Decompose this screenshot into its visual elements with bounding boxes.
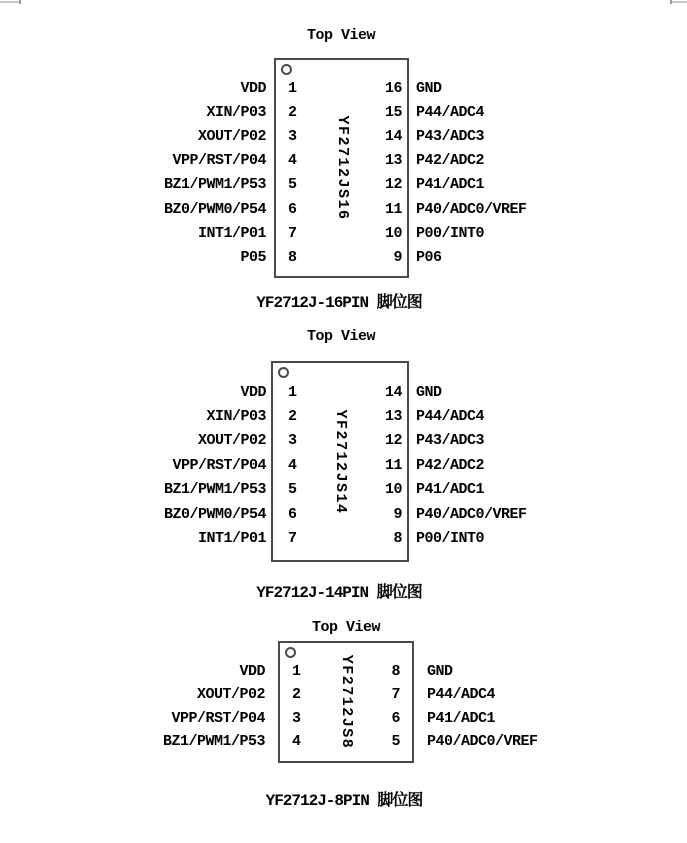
pin-label-left: XIN/P03: [206, 407, 266, 425]
pin-number-right: 11: [384, 456, 402, 474]
pin-number-right: 16: [384, 80, 402, 97]
pin-label-left: VDD: [240, 80, 266, 97]
pin-label-left: XOUT/P02: [197, 128, 266, 146]
pin-label-left: BZ1/PWM1/P53: [162, 733, 265, 750]
pin-number-left: 6: [288, 200, 297, 218]
pin-label-right: P44/ADC4: [427, 686, 496, 703]
pin-number-right: 11: [384, 200, 402, 218]
pin-number-left: 7: [288, 224, 297, 242]
pin-label-right: P00/INT0: [416, 224, 485, 242]
pin-label-left: VDD: [240, 383, 266, 401]
pin-label-right: P44/ADC4: [416, 104, 485, 122]
top-view-label: Top View: [306, 328, 376, 345]
pin-number-left: 3: [288, 128, 297, 146]
pin-number-left: 2: [288, 407, 297, 425]
pin-label-right: P40/ADC0/VREF: [416, 505, 527, 523]
pin-number-left: 2: [288, 104, 297, 122]
pin-number-right: 8: [393, 529, 402, 547]
pin-number-left: 2: [292, 686, 301, 703]
pin-label-right: P43/ADC3: [416, 128, 485, 146]
pin-number-left: 1: [292, 662, 301, 680]
pin-number-right: 14: [384, 383, 402, 401]
pin-number-left: 7: [288, 529, 297, 547]
pin-label-left: BZ1/PWM1/P53: [163, 176, 266, 194]
pin-label-right: P41/ADC1: [416, 176, 485, 194]
pin-number-left: 5: [288, 481, 297, 499]
pin-number-right: 15: [384, 104, 402, 122]
chip-name-vertical: YF2712JS8: [338, 654, 355, 750]
pin-number-left: 5: [288, 176, 297, 194]
pin1-indicator-circle: [285, 647, 296, 658]
chip-name-vertical: YF2712JS14: [332, 408, 349, 515]
pin-number-right: 6: [391, 709, 400, 727]
pin-number-right: 10: [384, 481, 402, 499]
pin-label-left: VPP/RST/P04: [172, 152, 266, 170]
pin-label-left: INT1/P01: [197, 529, 266, 547]
pin-label-right: P06: [416, 248, 442, 266]
top-view-label: Top View: [306, 27, 376, 44]
pin-number-right: 12: [384, 176, 402, 194]
pin-label-left: XOUT/P02: [196, 686, 265, 703]
pin-number-left: 3: [292, 709, 301, 727]
pin-number-left: 1: [288, 383, 297, 401]
pin-label-right: P40/ADC0/VREF: [416, 200, 527, 218]
pin-label-right: P41/ADC1: [427, 709, 496, 727]
pin-number-left: 8: [288, 248, 297, 266]
pin-number-right: 13: [384, 152, 402, 170]
pin-number-right: 5: [391, 733, 400, 750]
pin-label-right: GND: [427, 662, 453, 680]
pin-label-left: XIN/P03: [206, 104, 266, 122]
chip-name-vertical: YF2712JS16: [333, 115, 351, 221]
pin-number-left: 1: [288, 80, 297, 97]
pin-label-right: P00/INT0: [416, 529, 485, 547]
pin-number-left: 3: [288, 432, 297, 450]
pin-label-left: INT1/P01: [197, 224, 266, 242]
pin-label-left: P05: [240, 248, 266, 266]
pin-number-left: 4: [288, 456, 297, 474]
pin-label-left: BZ0/PWM0/P54: [163, 200, 266, 218]
pin-label-right: P44/ADC4: [416, 407, 485, 425]
pin-label-right: P43/ADC3: [416, 432, 485, 450]
top-view-label: Top View: [311, 619, 381, 636]
pin-number-right: 8: [391, 662, 400, 680]
pin-number-left: 4: [292, 733, 301, 750]
diagram-caption: YF2712J-8PIN 脚位图: [265, 792, 423, 810]
pin-number-right: 12: [384, 432, 402, 450]
diagram-caption: YF2712J-14PIN 脚位图: [256, 584, 422, 602]
pin-label-left: BZ1/PWM1/P53: [163, 481, 266, 499]
pin-label-right: P40/ADC0/VREF: [427, 733, 538, 750]
pin-number-right: 10: [384, 224, 402, 242]
pin-label-left: BZ0/PWM0/P54: [163, 505, 266, 523]
pin-label-right: P41/ADC1: [416, 481, 485, 499]
pin-number-right: 9: [393, 248, 402, 266]
pin-number-left: 4: [288, 152, 297, 170]
pin-label-right: GND: [416, 80, 442, 97]
pin-number-right: 9: [393, 505, 402, 523]
pin-number-left: 6: [288, 505, 297, 523]
pin-number-right: 14: [384, 128, 402, 146]
pin-label-right: P42/ADC2: [416, 152, 485, 170]
pin-number-right: 7: [391, 686, 400, 703]
pin-label-left: VPP/RST/P04: [171, 709, 265, 727]
pin-label-left: VDD: [239, 662, 265, 680]
pin-label-right: P42/ADC2: [416, 456, 485, 474]
pin-label-left: XOUT/P02: [197, 432, 266, 450]
pin-number-right: 13: [384, 407, 402, 425]
pin-label-right: GND: [416, 383, 442, 401]
pin-label-left: VPP/RST/P04: [172, 456, 266, 474]
diagram-caption: YF2712J-16PIN 脚位图: [256, 294, 422, 312]
